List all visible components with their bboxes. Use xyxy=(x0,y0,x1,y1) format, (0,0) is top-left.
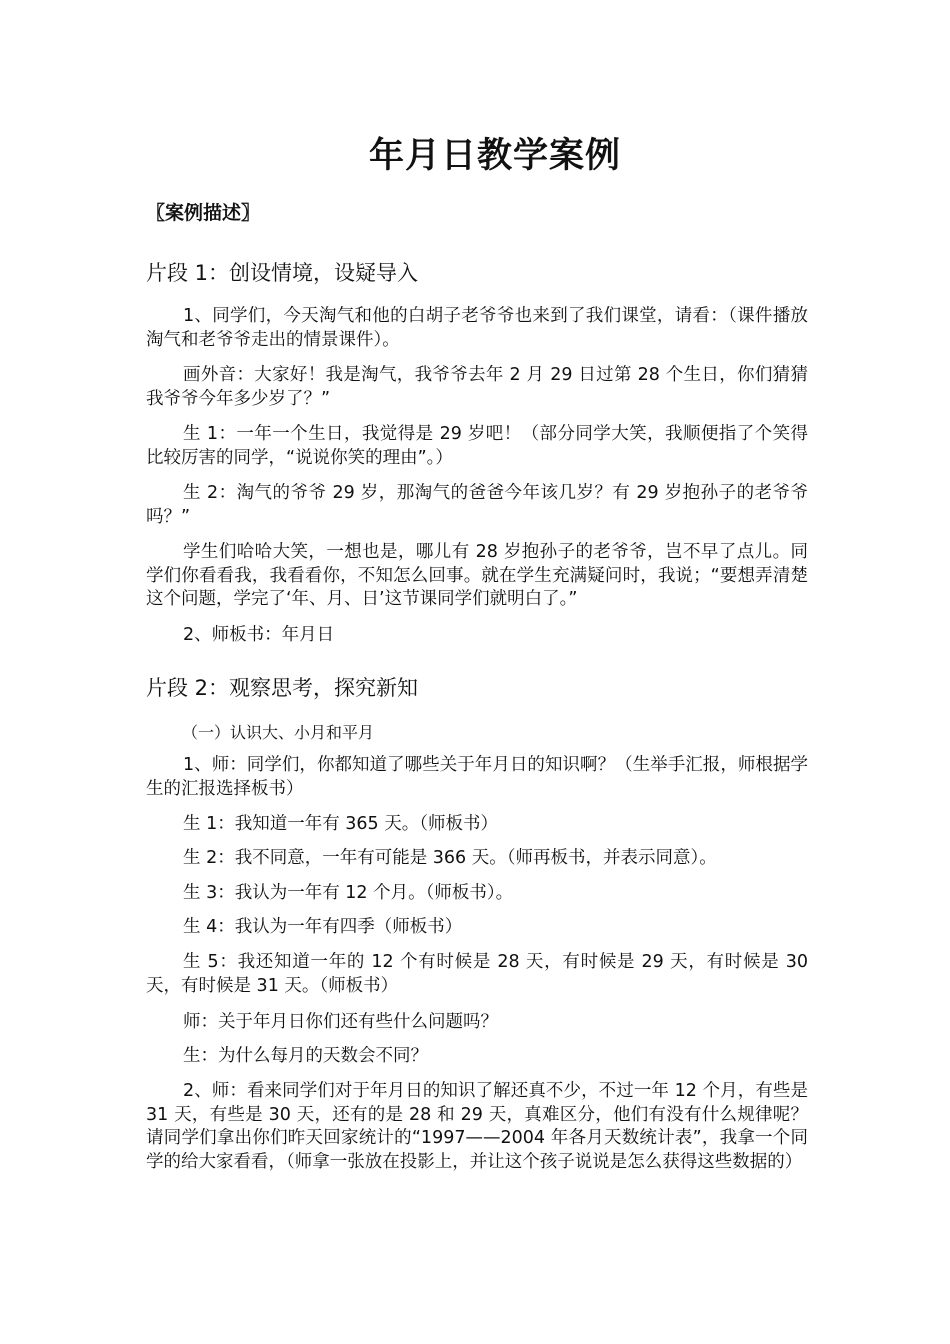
paragraph: 2、师板书：年月日 xyxy=(183,625,335,645)
paragraph: 学生们哈哈大笑，一想也是，哪儿有 28 岁抱孙子的老爷爷，岂不早了点儿。同学们你看看我，我看看你，不知怎么回事。就在学生充满疑问时，我说；“要想弄清楚这个问题，学完了‘年、月、日’这节课同学们就明白了。” xyxy=(146,542,808,609)
paragraph: 生 1：一年一个生日，我觉得是 29 岁吧！（部分同学大笑，我顺便指了个笑得比较厉害的同学，“说说你笑的理由”。） xyxy=(146,424,808,468)
case-description-heading: 〖案例描述〗 xyxy=(146,202,261,224)
paragraph: 画外音：大家好！我是淘气，我爷爷去年 2 月 29 日过第 28 个生日，你们猜猜我爷爷今年多少岁了？” xyxy=(146,365,808,409)
paragraph: 生 2：我不同意，一年有可能是 366 天。（师再板书，并表示同意）。 xyxy=(183,848,717,868)
paragraph: 生：为什么每月的天数会不同？ xyxy=(183,1046,428,1066)
paragraph: 师：关于年月日你们还有些什么问题吗？ xyxy=(183,1012,498,1032)
paragraph: 1、同学们，今天淘气和他的白胡子老爷爷也来到了我们课堂，请看：（课件播放淘气和老爷爷走出的情景课件）。 xyxy=(146,306,808,350)
segment-1-title: 片段 1：创设情境，设疑导入 xyxy=(146,261,419,285)
paragraph: 生 1：我知道一年有 365 天。（师板书） xyxy=(183,814,498,834)
paragraph: 生 5：我还知道一年的 12 个有时候是 28 天，有时候是 29 天，有时候是 30 天，有时候是 31 天。（师板书） xyxy=(146,952,808,996)
document-title: 年月日教学案例 xyxy=(368,136,621,176)
paragraph: 生 2：淘气的爷爷 29 岁，那淘气的爸爸今年该几岁？有 29 岁抱孙子的老爷爷吗？” xyxy=(146,483,808,527)
segment-2-title: 片段 2：观察思考，探究新知 xyxy=(146,676,419,700)
paragraph: 1、师：同学们，你都知道了哪些关于年月日的知识啊？（生举手汇报，师根据学生的汇报选择板书） xyxy=(146,755,808,799)
paragraph: 生 3：我认为一年有 12 个月。（师板书）。 xyxy=(183,883,514,903)
paragraph: 生 4：我认为一年有四季（师板书） xyxy=(183,917,463,937)
segment-2-subtitle: （一）认识大、小月和平月 xyxy=(182,723,375,742)
paragraph: 2、师：看来同学们对于年月日的知识了解还真不少，不过一年 12 个月，有些是 31 天，有些是 30 天，还有的是 28 和 29 天，真难区分，他们有没有什么规律呢？请同学们拿出你们昨天回家统计的“1997——2004 年各月天数统计表”，我拿一个同学的给大家看看，（师拿一张放在投影上，并让这个孩子说说是怎么获得这些数据的） xyxy=(146,1081,808,1172)
